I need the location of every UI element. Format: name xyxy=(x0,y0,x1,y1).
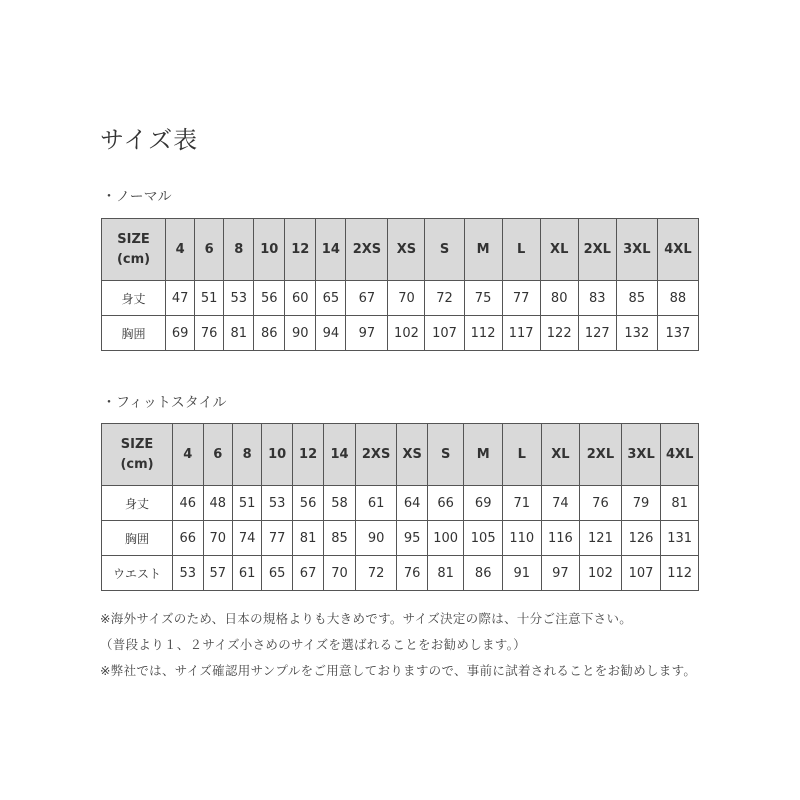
measurement-cell: 107 xyxy=(621,556,661,591)
size-column-header: XL xyxy=(541,424,580,486)
measurement-cell: 56 xyxy=(254,281,285,316)
measurement-cell: 90 xyxy=(285,316,316,351)
size-column-header: 6 xyxy=(203,424,232,486)
measurement-cell: 77 xyxy=(502,281,540,316)
size-column-header: 2XS xyxy=(346,219,388,281)
size-column-header: 14 xyxy=(316,219,346,281)
size-column-header: 2XS xyxy=(355,424,397,486)
measurement-cell: 51 xyxy=(232,486,261,521)
measurement-cell: 61 xyxy=(232,556,261,591)
measurement-cell: 107 xyxy=(425,316,464,351)
measurement-cell: 81 xyxy=(292,521,323,556)
size-column-header: 10 xyxy=(262,424,292,486)
measurement-cell: 79 xyxy=(621,486,661,521)
size-column-header: 4 xyxy=(166,219,195,281)
table-header-row xyxy=(102,424,699,486)
row-label: 身丈 xyxy=(102,281,166,316)
size-column-header: 8 xyxy=(232,424,261,486)
size-column-header: 2XL xyxy=(580,424,622,486)
measurement-cell: 81 xyxy=(224,316,254,351)
measurement-cell: 76 xyxy=(195,316,224,351)
measurement-cell: 80 xyxy=(540,281,578,316)
measurement-cell: 76 xyxy=(580,486,622,521)
measurement-cell: 56 xyxy=(292,486,323,521)
size-column-header: 3XL xyxy=(616,219,657,281)
size-column-header: 12 xyxy=(285,219,316,281)
measurement-cell: 47 xyxy=(166,281,195,316)
size-column-header: 4XL xyxy=(661,424,699,486)
measurement-cell: 51 xyxy=(195,281,224,316)
size-column-header: 14 xyxy=(324,424,355,486)
measurement-cell: 66 xyxy=(173,521,203,556)
measurement-cell: 97 xyxy=(541,556,580,591)
measurement-cell: 46 xyxy=(173,486,203,521)
size-column-header: M xyxy=(464,424,503,486)
table-row xyxy=(102,486,699,521)
row-label: 胸囲 xyxy=(102,521,173,556)
size-column-header: 8 xyxy=(224,219,254,281)
measurement-cell: 117 xyxy=(502,316,540,351)
fit-size-table xyxy=(101,423,699,591)
measurement-cell: 85 xyxy=(324,521,355,556)
measurement-cell: 69 xyxy=(166,316,195,351)
table-row xyxy=(102,521,699,556)
measurement-cell: 100 xyxy=(427,521,464,556)
measurement-cell: 91 xyxy=(502,556,541,591)
measurement-cell: 121 xyxy=(580,521,622,556)
size-notes xyxy=(100,606,696,684)
measurement-cell: 127 xyxy=(578,316,616,351)
measurement-cell: 86 xyxy=(254,316,285,351)
measurement-cell: 126 xyxy=(621,521,661,556)
measurement-cell: 94 xyxy=(316,316,346,351)
measurement-cell: 131 xyxy=(661,521,699,556)
size-column-header: 4 xyxy=(173,424,203,486)
measurement-cell: 132 xyxy=(616,316,657,351)
measurement-cell: 81 xyxy=(661,486,699,521)
fit-section-title: ・フィットスタイル xyxy=(102,395,227,411)
row-label: 身丈 xyxy=(102,486,173,521)
note-sample-fitting: ※弊社では、サイズ確認用サンプルをご用意しておりますので、事前に試着されることをお勧めします。 xyxy=(100,663,697,678)
normal-size-table xyxy=(101,218,699,351)
measurement-cell: 112 xyxy=(661,556,699,591)
size-column-header: 12 xyxy=(292,424,323,486)
size-unit-label: (cm) xyxy=(120,456,154,472)
table-row xyxy=(102,316,699,351)
measurement-cell: 65 xyxy=(316,281,346,316)
measurement-cell: 48 xyxy=(203,486,232,521)
measurement-cell: 95 xyxy=(397,521,427,556)
measurement-cell: 97 xyxy=(346,316,388,351)
measurement-cell: 116 xyxy=(541,521,580,556)
measurement-cell: 90 xyxy=(355,521,397,556)
measurement-cell: 64 xyxy=(397,486,427,521)
measurement-cell: 66 xyxy=(427,486,464,521)
measurement-cell: 137 xyxy=(657,316,698,351)
measurement-cell: 69 xyxy=(464,486,503,521)
size-column-header: L xyxy=(502,219,540,281)
measurement-cell: 110 xyxy=(502,521,541,556)
size-header-label: SIZE xyxy=(120,436,154,452)
measurement-cell: 105 xyxy=(464,521,503,556)
measurement-cell: 81 xyxy=(427,556,464,591)
measurement-cell: 102 xyxy=(580,556,622,591)
row-label: 胸囲 xyxy=(102,316,166,351)
measurement-cell: 102 xyxy=(388,316,425,351)
measurement-cell: 67 xyxy=(292,556,323,591)
size-unit-label: (cm) xyxy=(116,251,151,267)
note-overseas-sizing: ※海外サイズのため、日本の規格よりも大きめです。サイズ決定の際は、十分ご注意下さい。 xyxy=(100,611,633,626)
measurement-cell: 75 xyxy=(464,281,502,316)
measurement-cell: 71 xyxy=(502,486,541,521)
table-header-row xyxy=(102,219,699,281)
size-header-label: SIZE xyxy=(117,231,150,247)
size-column-header: XL xyxy=(540,219,578,281)
measurement-cell: 72 xyxy=(355,556,397,591)
row-label: ウエスト xyxy=(102,556,173,591)
measurement-cell: 74 xyxy=(541,486,580,521)
measurement-cell: 74 xyxy=(232,521,261,556)
measurement-cell: 65 xyxy=(262,556,292,591)
size-column-header: 4XL xyxy=(657,219,698,281)
normal-section-title: ・ノーマル xyxy=(102,189,172,205)
measurement-cell: 88 xyxy=(657,281,698,316)
measurement-cell: 86 xyxy=(464,556,503,591)
measurement-cell: 53 xyxy=(262,486,292,521)
measurement-cell: 112 xyxy=(464,316,502,351)
size-header-cell xyxy=(102,219,166,281)
size-column-header: 2XL xyxy=(578,219,616,281)
measurement-cell: 53 xyxy=(173,556,203,591)
measurement-cell: 70 xyxy=(203,521,232,556)
size-column-header: XS xyxy=(388,219,425,281)
size-column-header: S xyxy=(427,424,464,486)
measurement-cell: 67 xyxy=(346,281,388,316)
size-column-header: 6 xyxy=(195,219,224,281)
page-title: サイズ表 xyxy=(100,126,199,154)
measurement-cell: 60 xyxy=(285,281,316,316)
measurement-cell: 85 xyxy=(616,281,657,316)
size-column-header: S xyxy=(425,219,464,281)
table-row xyxy=(102,281,699,316)
size-column-header: 10 xyxy=(254,219,285,281)
measurement-cell: 122 xyxy=(540,316,578,351)
size-column-header: L xyxy=(502,424,541,486)
measurement-cell: 53 xyxy=(224,281,254,316)
size-column-header: XS xyxy=(397,424,427,486)
measurement-cell: 58 xyxy=(324,486,355,521)
measurement-cell: 83 xyxy=(578,281,616,316)
measurement-cell: 70 xyxy=(324,556,355,591)
size-column-header: M xyxy=(464,219,502,281)
size-header-cell xyxy=(102,424,173,486)
measurement-cell: 76 xyxy=(397,556,427,591)
table-row xyxy=(102,556,699,591)
measurement-cell: 61 xyxy=(355,486,397,521)
measurement-cell: 70 xyxy=(388,281,425,316)
size-column-header: 3XL xyxy=(621,424,661,486)
measurement-cell: 77 xyxy=(262,521,292,556)
measurement-cell: 57 xyxy=(203,556,232,591)
measurement-cell: 72 xyxy=(425,281,464,316)
note-size-down: （普段より１、２サイズ小さめのサイズを選ばれることをお勧めします。） xyxy=(100,637,526,652)
